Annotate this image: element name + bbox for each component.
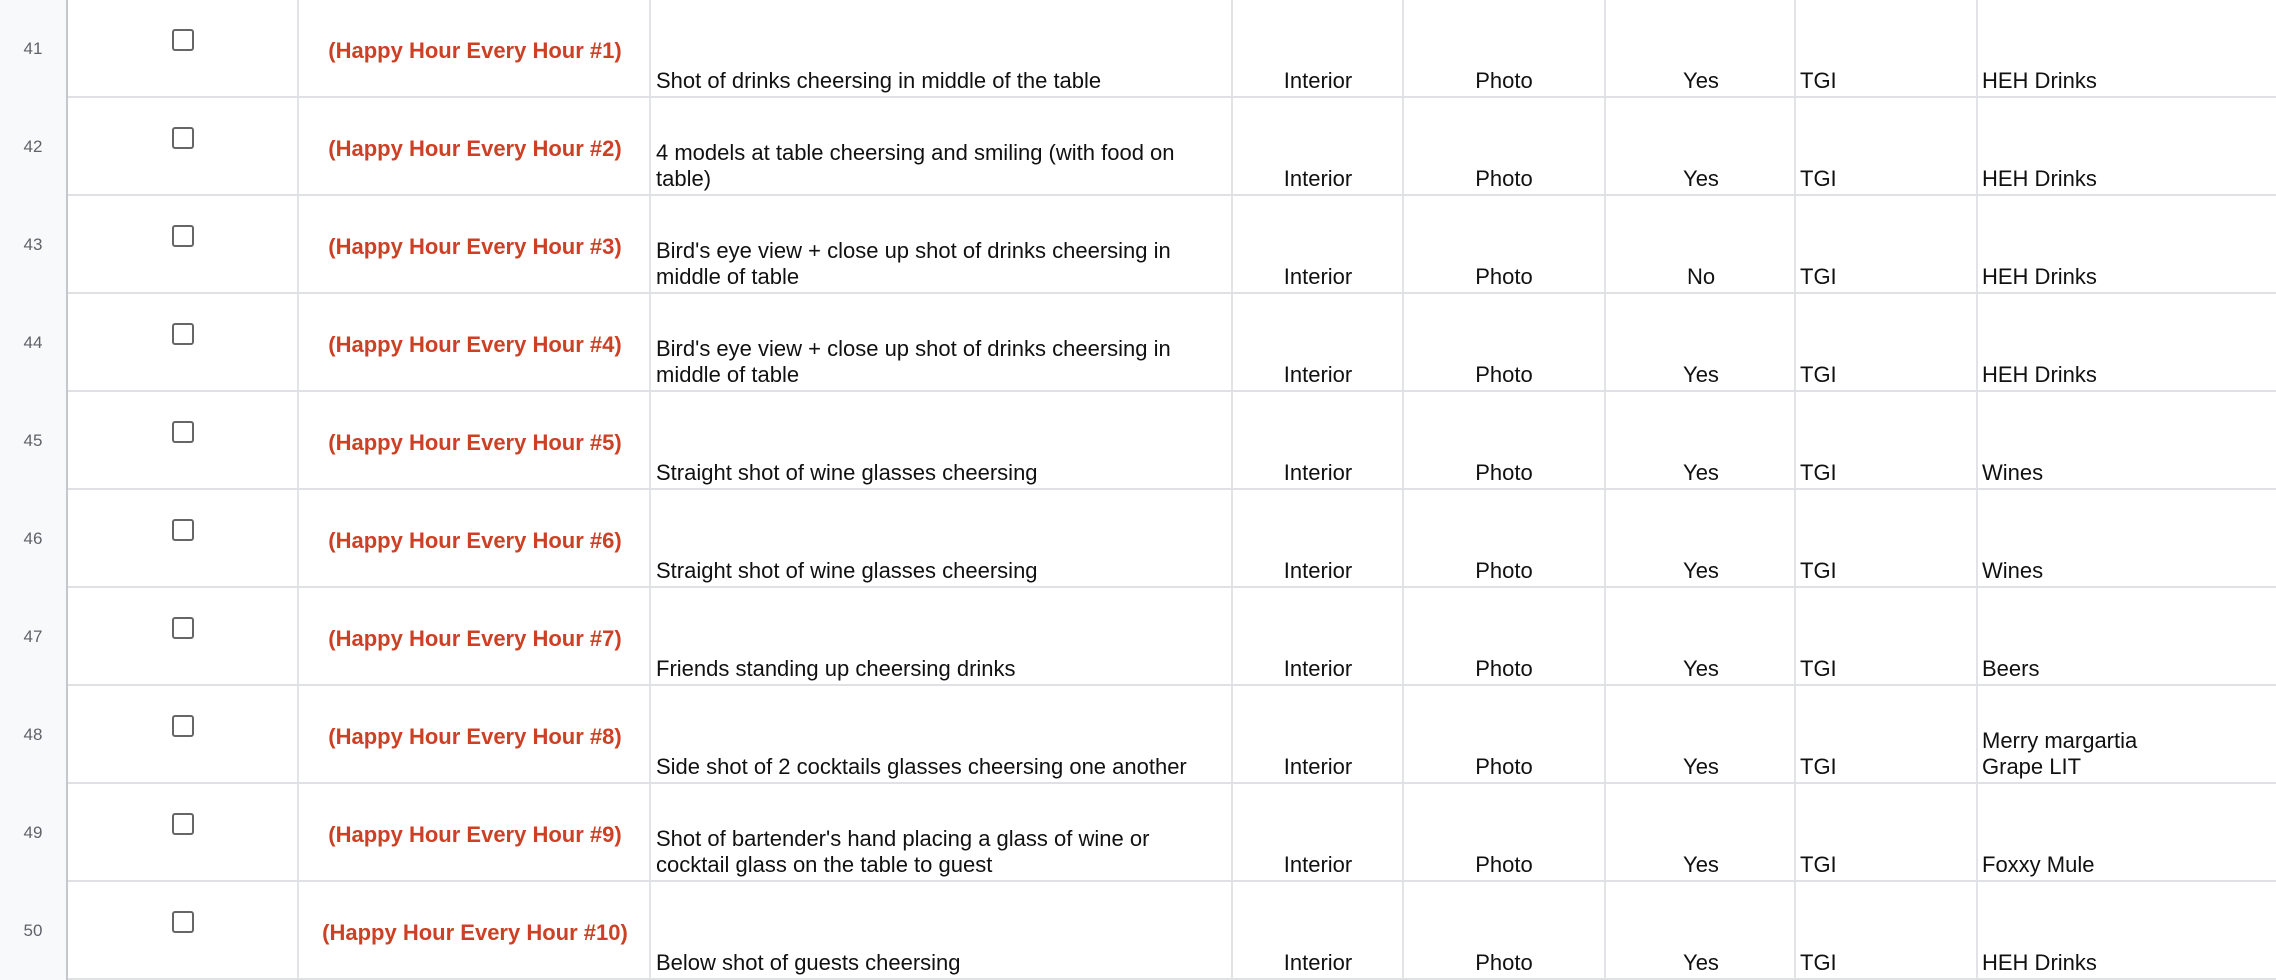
table-row[interactable]	[0, 392, 2276, 490]
description-cell[interactable]: Side shot of 2 cocktails glasses cheersing one another	[656, 754, 1187, 779]
description-cell[interactable]: Friends standing up cheersing drinks	[656, 656, 1016, 681]
media-type-cell[interactable]: Photo	[1475, 950, 1533, 975]
brand-cell[interactable]: TGI	[1800, 362, 1837, 387]
product-cell[interactable]: HEH Drinks	[1982, 950, 2097, 975]
location-cell[interactable]: Interior	[1283, 362, 1353, 387]
row-number[interactable]: 46	[0, 490, 68, 588]
table-row[interactable]	[0, 0, 2276, 98]
checkbox-icon[interactable]	[172, 421, 194, 443]
row-number[interactable]: 43	[0, 196, 68, 294]
table-row[interactable]	[0, 686, 2276, 784]
table-row[interactable]	[0, 196, 2276, 294]
product-cell[interactable]: HEH Drinks	[1982, 362, 2097, 387]
location-cell[interactable]: Interior	[1283, 656, 1353, 681]
product-cell[interactable]: Wines	[1982, 558, 2044, 583]
campaign-name-cell[interactable]: (Happy Hour Every Hour #8)	[328, 724, 622, 749]
approved-cell[interactable]: No	[1686, 264, 1716, 289]
brand-cell[interactable]: TGI	[1800, 950, 1837, 975]
description-cell[interactable]: 4 models at table cheersing and smiling (with food on table)	[656, 140, 1175, 191]
campaign-name-cell[interactable]: (Happy Hour Every Hour #6)	[328, 528, 622, 553]
checkbox-icon[interactable]	[172, 29, 194, 51]
row-number[interactable]: 50	[0, 882, 68, 980]
row-number[interactable]: 48	[0, 686, 68, 784]
table-row[interactable]	[0, 588, 2276, 686]
approved-cell[interactable]: Yes	[1683, 950, 1719, 975]
approved-cell[interactable]: Yes	[1683, 68, 1719, 93]
media-type-cell[interactable]: Photo	[1475, 166, 1533, 191]
description-cell[interactable]: Shot of bartender's hand placing a glass of wine or cocktail glass on the table to guest	[656, 826, 1150, 877]
approved-cell[interactable]: Yes	[1683, 460, 1719, 485]
product-cell[interactable]: Beers	[1982, 656, 2040, 681]
description-cell[interactable]: Shot of drinks cheersing in middle of the table	[656, 68, 1102, 93]
checkbox-icon[interactable]	[172, 127, 194, 149]
row-number[interactable]: 49	[0, 784, 68, 882]
checkbox-icon[interactable]	[172, 911, 194, 933]
brand-cell[interactable]: TGI	[1800, 852, 1837, 877]
campaign-name-cell[interactable]: (Happy Hour Every Hour #3)	[328, 234, 622, 259]
location-cell[interactable]: Interior	[1283, 558, 1353, 583]
checkbox-icon[interactable]	[172, 519, 194, 541]
approved-cell[interactable]: Yes	[1683, 754, 1719, 779]
campaign-name-cell[interactable]: (Happy Hour Every Hour #10)	[322, 920, 628, 945]
approved-cell[interactable]: Yes	[1683, 656, 1719, 681]
approved-cell[interactable]: Yes	[1683, 852, 1719, 877]
media-type-cell[interactable]: Photo	[1475, 68, 1533, 93]
brand-cell[interactable]: TGI	[1800, 264, 1837, 289]
brand-cell[interactable]: TGI	[1800, 68, 1837, 93]
location-cell[interactable]: Interior	[1283, 68, 1353, 93]
media-type-cell[interactable]: Photo	[1475, 264, 1533, 289]
brand-cell[interactable]: TGI	[1800, 754, 1837, 779]
campaign-name-cell[interactable]: (Happy Hour Every Hour #4)	[328, 332, 622, 357]
location-cell[interactable]: Interior	[1283, 460, 1353, 485]
approved-cell[interactable]: Yes	[1683, 558, 1719, 583]
media-type-cell[interactable]: Photo	[1475, 656, 1533, 681]
table-row[interactable]	[0, 98, 2276, 196]
location-cell[interactable]: Interior	[1283, 166, 1353, 191]
checkbox-icon[interactable]	[172, 813, 194, 835]
media-type-cell[interactable]: Photo	[1475, 362, 1533, 387]
row-number[interactable]: 42	[0, 98, 68, 196]
location-cell[interactable]: Interior	[1283, 950, 1353, 975]
location-cell[interactable]: Interior	[1283, 852, 1353, 877]
campaign-name-cell[interactable]: (Happy Hour Every Hour #7)	[328, 626, 622, 651]
product-cell[interactable]: HEH Drinks	[1982, 166, 2097, 191]
row-number[interactable]: 47	[0, 588, 68, 686]
product-cell[interactable]: HEH Drinks	[1982, 68, 2097, 93]
campaign-name-cell[interactable]: (Happy Hour Every Hour #2)	[328, 136, 622, 161]
table-row[interactable]	[0, 784, 2276, 882]
table-row[interactable]	[0, 882, 2276, 980]
table-row[interactable]	[0, 294, 2276, 392]
checkbox-icon[interactable]	[172, 225, 194, 247]
brand-cell[interactable]: TGI	[1800, 166, 1837, 191]
campaign-name-cell[interactable]: (Happy Hour Every Hour #1)	[328, 38, 622, 63]
description-cell[interactable]: Bird's eye view + close up shot of drinks cheersing in middle of table	[656, 238, 1171, 289]
checkbox-icon[interactable]	[172, 323, 194, 345]
table-row[interactable]	[0, 490, 2276, 588]
checkbox-icon[interactable]	[172, 617, 194, 639]
location-cell[interactable]: Interior	[1283, 754, 1353, 779]
description-cell[interactable]: Bird's eye view + close up shot of drinks cheersing in middle of table	[656, 336, 1171, 387]
media-type-cell[interactable]: Photo	[1475, 460, 1533, 485]
approved-cell[interactable]: Yes	[1683, 362, 1719, 387]
media-type-cell[interactable]: Photo	[1475, 558, 1533, 583]
row-number[interactable]: 41	[0, 0, 68, 98]
description-cell[interactable]: Below shot of guests cheersing	[656, 950, 961, 975]
brand-cell[interactable]: TGI	[1800, 460, 1837, 485]
brand-cell[interactable]: TGI	[1800, 656, 1837, 681]
campaign-name-cell[interactable]: (Happy Hour Every Hour #9)	[328, 822, 622, 847]
product-cell[interactable]: HEH Drinks	[1982, 264, 2097, 289]
product-cell[interactable]: Foxxy Mule	[1982, 852, 2095, 877]
description-cell[interactable]: Straight shot of wine glasses cheersing	[656, 460, 1038, 485]
media-type-cell[interactable]: Photo	[1475, 754, 1533, 779]
approved-cell[interactable]: Yes	[1683, 166, 1719, 191]
media-type-cell[interactable]: Photo	[1475, 852, 1533, 877]
campaign-name-cell[interactable]: (Happy Hour Every Hour #5)	[328, 430, 622, 455]
row-number[interactable]: 44	[0, 294, 68, 392]
brand-cell[interactable]: TGI	[1800, 558, 1837, 583]
product-cell[interactable]: Merry margartia Grape LIT	[1982, 728, 2138, 779]
row-number[interactable]: 45	[0, 392, 68, 490]
checkbox-icon[interactable]	[172, 715, 194, 737]
product-cell[interactable]: Wines	[1982, 460, 2044, 485]
location-cell[interactable]: Interior	[1283, 264, 1353, 289]
description-cell[interactable]: Straight shot of wine glasses cheersing	[656, 558, 1038, 583]
